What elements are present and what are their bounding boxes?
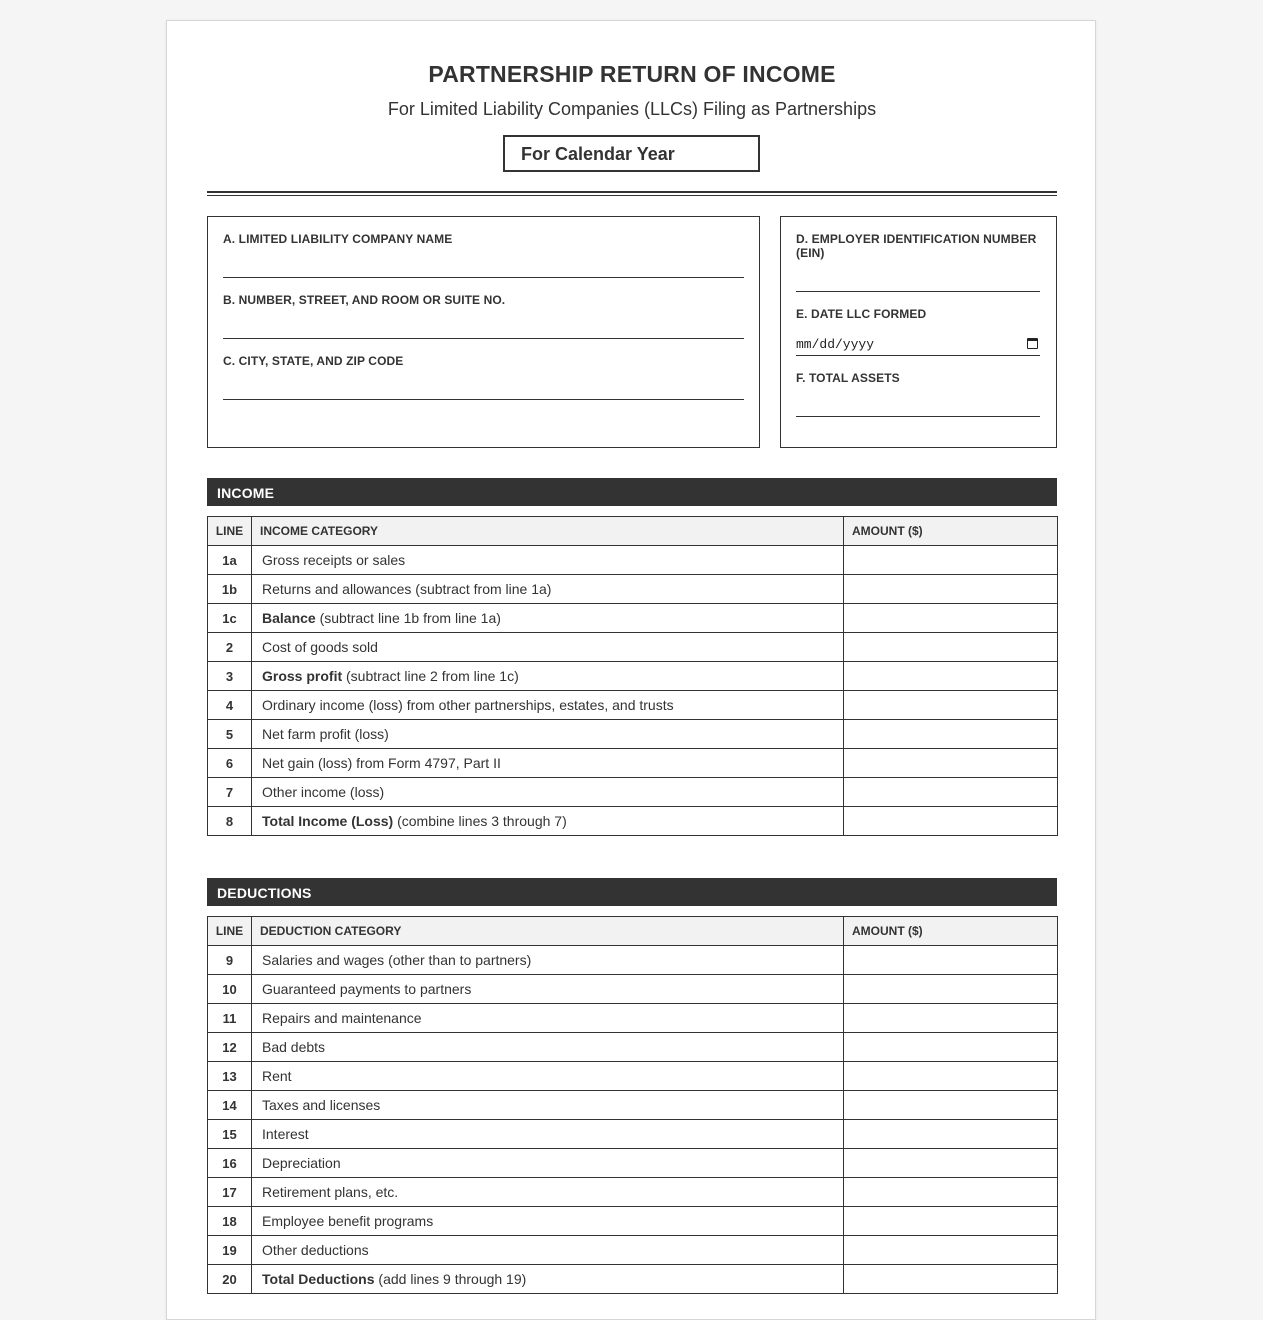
line-number: 1a (208, 546, 252, 575)
line-description (252, 1207, 844, 1236)
company-name-input[interactable] (223, 259, 744, 278)
line-description-text: Cost of goods sold (262, 639, 378, 655)
line-number: 10 (208, 975, 252, 1004)
company-name-group (223, 232, 452, 246)
date-formed-group (796, 307, 926, 321)
line-description (252, 1120, 844, 1149)
date-formed-label: E. DATE LLC FORMED (796, 307, 927, 321)
company-name-label: A. LIMITED LIABILITY COMPANY NAME (223, 232, 453, 246)
line-description-text: Depreciation (262, 1155, 341, 1171)
table-row (208, 546, 1058, 575)
amount-cell[interactable] (844, 1265, 1058, 1294)
form-subtitle: For Limited Liability Companies (LLCs) Filing as Partnerships (387, 99, 877, 119)
line-description (252, 1004, 844, 1033)
table-row (208, 1062, 1058, 1091)
income-table (207, 516, 1058, 836)
amount-cell[interactable] (844, 749, 1058, 778)
line-number: 5 (208, 720, 252, 749)
table-row (208, 1178, 1058, 1207)
line-description-text: Bad debts (262, 1039, 326, 1055)
line-description (252, 778, 844, 807)
table-row (208, 946, 1058, 975)
line-description (252, 633, 844, 662)
deductions-section-header: DEDUCTIONS (207, 878, 1057, 906)
line-description-text: Taxes and licenses (262, 1097, 381, 1113)
line-number: 3 (208, 662, 252, 691)
amount-cell[interactable] (844, 1033, 1058, 1062)
city-state-zip-label: C. CITY, STATE, AND ZIP CODE (223, 354, 404, 368)
line-description-emphasis: Gross profit (262, 668, 343, 684)
line-description (252, 662, 844, 691)
line-description (252, 975, 844, 1004)
header-divider (207, 191, 1057, 196)
form-title: PARTNERSHIP RETURN OF INCOME (428, 61, 836, 87)
amount-cell[interactable] (844, 1236, 1058, 1265)
table-row (208, 1004, 1058, 1033)
amount-cell[interactable] (844, 546, 1058, 575)
amount-cell[interactable] (844, 633, 1058, 662)
address-label: B. NUMBER, STREET, AND ROOM OR SUITE NO. (223, 293, 506, 307)
line-description-text: Employee benefit programs (262, 1213, 434, 1229)
tax-info-box (780, 216, 1057, 448)
amount-cell[interactable] (844, 807, 1058, 836)
line-description-text: Net farm profit (loss) (262, 726, 389, 742)
table-row (208, 807, 1058, 836)
line-number: 17 (208, 1178, 252, 1207)
date-formed-placeholder: mm/dd/yyyy (796, 337, 875, 352)
line-number: 11 (208, 1004, 252, 1033)
income-header-row (208, 517, 1058, 546)
amount-cell[interactable] (844, 975, 1058, 1004)
ein-group (796, 232, 1041, 260)
amount-cell[interactable] (844, 1178, 1058, 1207)
form-page (166, 20, 1096, 1320)
amount-cell[interactable] (844, 1062, 1058, 1091)
amount-cell[interactable] (844, 575, 1058, 604)
line-description (252, 691, 844, 720)
address-group (223, 293, 505, 307)
amount-cell[interactable] (844, 691, 1058, 720)
line-number: 20 (208, 1265, 252, 1294)
column-header-line: LINE (208, 517, 252, 546)
line-description-text: Salaries and wages (other than to partners) (262, 952, 532, 968)
line-number: 9 (208, 946, 252, 975)
line-number: 4 (208, 691, 252, 720)
line-number: 6 (208, 749, 252, 778)
table-row (208, 1236, 1058, 1265)
line-description (252, 1033, 844, 1062)
column-header-amount: AMOUNT ($) (844, 917, 1058, 946)
amount-cell[interactable] (844, 1120, 1058, 1149)
line-number: 12 (208, 1033, 252, 1062)
line-description-text: Other income (loss) (262, 784, 385, 800)
date-formed-input[interactable] (796, 334, 1040, 356)
line-description-emphasis: Balance (262, 610, 316, 626)
line-description-text: (subtract line 2 from line 1c) (342, 668, 519, 684)
line-number: 7 (208, 778, 252, 807)
line-description (252, 546, 844, 575)
table-row (208, 633, 1058, 662)
table-row (208, 1033, 1058, 1062)
amount-cell[interactable] (844, 946, 1058, 975)
line-description-text: Interest (262, 1126, 309, 1142)
deductions-header-row (208, 917, 1058, 946)
line-description (252, 1178, 844, 1207)
total-assets-input[interactable] (796, 398, 1040, 417)
line-description-emphasis: Total Deductions (262, 1271, 375, 1287)
line-number: 1c (208, 604, 252, 633)
line-number: 13 (208, 1062, 252, 1091)
column-header-category: DEDUCTION CATEGORY (252, 917, 844, 946)
deductions-table (207, 916, 1058, 1294)
line-number: 15 (208, 1120, 252, 1149)
table-row (208, 575, 1058, 604)
table-row (208, 975, 1058, 1004)
table-row (208, 662, 1058, 691)
column-header-amount: AMOUNT ($) (844, 517, 1058, 546)
table-row (208, 691, 1058, 720)
line-description (252, 720, 844, 749)
line-number: 16 (208, 1149, 252, 1178)
line-description (252, 1149, 844, 1178)
line-description (252, 604, 844, 633)
table-row (208, 1091, 1058, 1120)
amount-cell[interactable] (844, 1207, 1058, 1236)
line-description-emphasis: Total Income (Loss) (262, 813, 394, 829)
line-description (252, 749, 844, 778)
line-description-text: (subtract line 1b from line 1a) (315, 610, 501, 626)
line-description (252, 1091, 844, 1120)
total-assets-group (796, 371, 900, 385)
line-description (252, 575, 844, 604)
line-description (252, 1062, 844, 1091)
line-description (252, 1236, 844, 1265)
column-header-category: INCOME CATEGORY (252, 517, 844, 546)
line-description-text: Retirement plans, etc. (262, 1184, 399, 1200)
city-state-zip-input[interactable] (223, 381, 744, 400)
table-row (208, 1120, 1058, 1149)
line-description-text: Net gain (loss) from Form 4797, Part II (262, 755, 501, 771)
amount-cell[interactable] (844, 720, 1058, 749)
line-description-text: Other deductions (262, 1242, 369, 1258)
line-description (252, 807, 844, 836)
income-section-header: INCOME (207, 478, 1057, 506)
line-number: 18 (208, 1207, 252, 1236)
line-number: 14 (208, 1091, 252, 1120)
line-number: 2 (208, 633, 252, 662)
line-number: 19 (208, 1236, 252, 1265)
line-description-text: Returns and allowances (subtract from line 1a) (262, 581, 552, 597)
table-row (208, 720, 1058, 749)
line-description-text: Repairs and maintenance (262, 1010, 422, 1026)
entity-info-box (207, 216, 760, 448)
line-description (252, 1265, 844, 1294)
table-row (208, 604, 1058, 633)
line-description (252, 946, 844, 975)
table-row (208, 778, 1058, 807)
line-number: 1b (208, 575, 252, 604)
line-description-text: Rent (262, 1068, 292, 1084)
table-row (208, 1265, 1058, 1294)
calendar-icon[interactable] (1027, 338, 1038, 349)
line-description-text: (combine lines 3 through 7) (393, 813, 567, 829)
line-description-text: Ordinary income (loss) from other partnerships, estates, and trusts (262, 697, 674, 713)
ein-label: D. EMPLOYER IDENTIFICATION NUMBER (EIN) (796, 232, 1037, 260)
table-row (208, 1149, 1058, 1178)
column-header-line: LINE (208, 917, 252, 946)
table-row (208, 749, 1058, 778)
amount-cell[interactable] (844, 604, 1058, 633)
amount-cell[interactable] (844, 1004, 1058, 1033)
line-description-text: Gross receipts or sales (262, 552, 406, 568)
total-assets-label: F. TOTAL ASSETS (796, 371, 900, 385)
line-description-text: Guaranteed payments to partners (262, 981, 472, 997)
ein-input[interactable] (796, 273, 1040, 292)
calendar-year-field[interactable]: For Calendar Year (503, 135, 760, 172)
city-state-zip-group (223, 354, 403, 368)
table-row (208, 1207, 1058, 1236)
amount-cell[interactable] (844, 778, 1058, 807)
line-description-text: (add lines 9 through 19) (374, 1271, 527, 1287)
line-number: 8 (208, 807, 252, 836)
amount-cell[interactable] (844, 1149, 1058, 1178)
address-input[interactable] (223, 320, 744, 339)
amount-cell[interactable] (844, 662, 1058, 691)
amount-cell[interactable] (844, 1091, 1058, 1120)
